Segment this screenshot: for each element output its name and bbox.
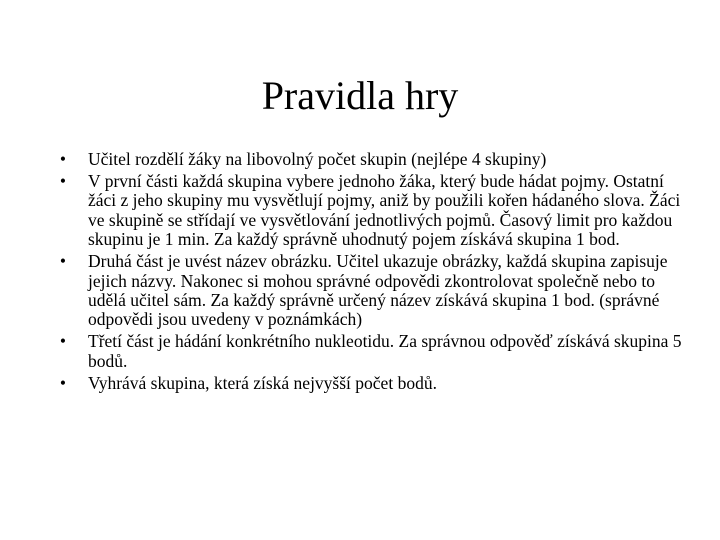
list-item	[56, 150, 684, 169]
list-item-text: Učitel rozdělí žáky na libovolný počet skupin (nejlépe 4 skupiny)	[88, 149, 547, 169]
list-item-text: Vyhrává skupina, která získá nejvyšší počet bodů.	[88, 372, 437, 393]
rules-list	[56, 150, 684, 396]
bullet-icon: •	[59, 331, 67, 352]
bullet-icon: •	[59, 372, 67, 393]
list-item	[56, 172, 684, 250]
list-item	[56, 374, 684, 393]
list-item-text: Druhá část je uvést název obrázku. Učitel ukazuje obrázky, každá skupina zapisuje jejich názvy. Nakonec si mohou správné odpovědi zkontrolovat společně nebo to udělá učitel sám. Za každý správně určený název získává skupina 1 bod. (správné odpovědi jsou uvedeny v poznámkách)	[88, 251, 668, 330]
list-item	[56, 332, 684, 371]
slide-title: Pravidla hry	[261, 73, 459, 118]
list-item-text: Třetí část je hádání konkrétního nukleotidu. Za správnou odpověď získává skupina 5 bodů.	[88, 331, 682, 371]
bullet-icon: •	[59, 171, 67, 191]
list-item	[56, 252, 684, 330]
bullet-icon: •	[59, 251, 67, 272]
list-item-text: V první části každá skupina vybere jednoho žáka, který bude hádat pojmy. Ostatní žáci z jeho skupiny mu vysvětlují pojmy, aniž by použili kořen hádaného slova. Žáci ve skupině se střídají ve vysvětlování jednotlivých pojmů. Časový limit pro každou skupinu je 1 min. Za každý správně uhodnutý pojem získává skupina 1 bod.	[88, 171, 681, 250]
bullet-icon: •	[59, 149, 67, 169]
